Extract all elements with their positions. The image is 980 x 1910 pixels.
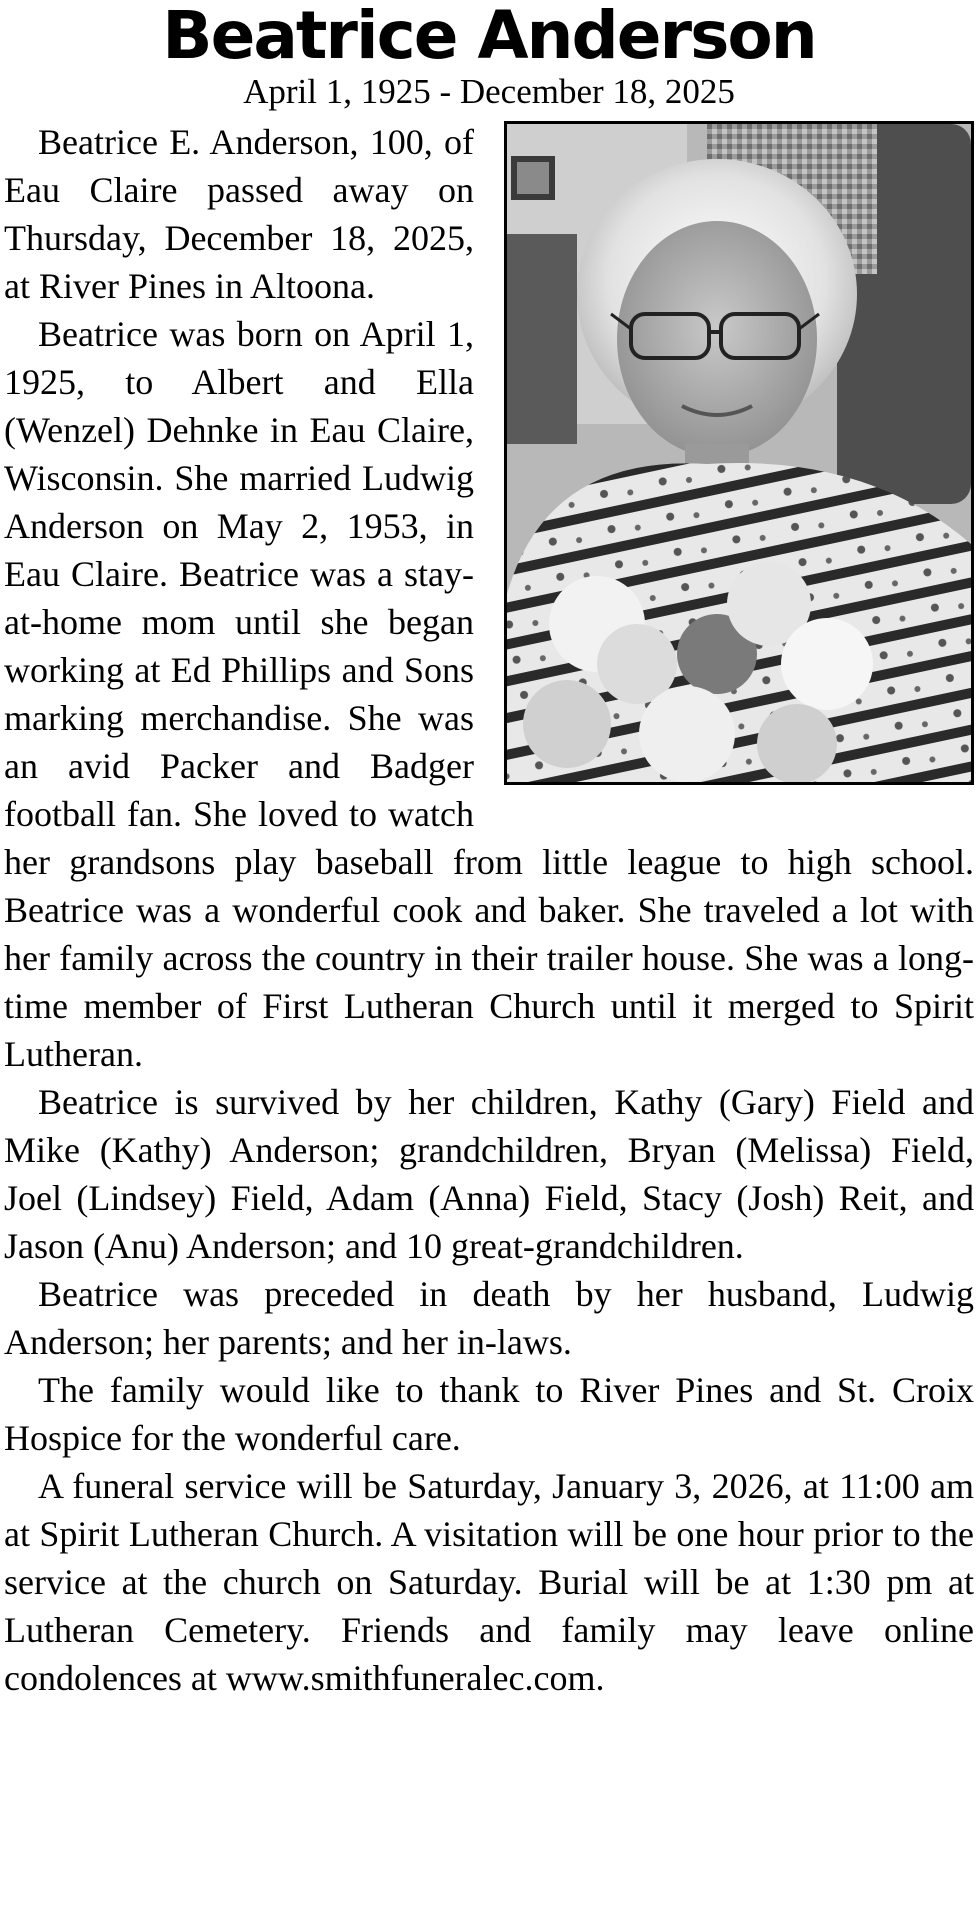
life-dates: April 1, 1925 - December 18, 2025 [243,72,735,111]
portrait-photo [504,121,974,785]
paragraph-6: A funeral service will be Saturday, January 3, 2026, at 11:00 am at Spirit Lutheran Church. A visitation will be one hour prior to the service at the church on Saturday. Burial will be at 1:30 pm at Lutheran Cemetery. Friends and family may leave online condolences at www.smithfuneralec.com. [4,1466,974,1698]
paragraph-2: Beatrice was born on April 1, 1925, to Albert and Ella (Wenzel) Dehnke in Eau Claire, Wisconsin. She married Ludwig Anderson on May 2, 1953, in Eau Claire. Beatrice was a stay-at-home mom until she began working at Ed Phillips and Sons marking merchandise. She was an avid Packer and Badger football fan. She loved to watch her grandsons play baseball from little league to high school. Beatrice was a wonderful cook and baker. She traveled a lot with her family across the country in their trailer house. She was a long-time member of First Lutheran Church until it merged to Spirit Lutheran. [4,314,974,1074]
paragraph-4: Beatrice was preceded in death by her husband, Ludwig Anderson; her parents; and her in-laws. [4,1274,974,1362]
paragraph-1: Beatrice E. Anderson, 100, of Eau Claire passed away on Thursday, December 18, 2025, at River Pines in Altoona. [4,122,474,306]
obituary-name: Beatrice Anderson [162,0,816,74]
paragraph-3: Beatrice is survived by her children, Kathy (Gary) Field and Mike (Kathy) Anderson; grandchildren, Bryan (Melissa) Field, Joel (Lindsey) Field, Adam (Anna) Field, Stacy (Josh) Reit, and Jason (Anu) Anderson; and 10 great-grandchildren. [4,1082,974,1266]
paragraph-5: The family would like to thank to River Pines and St. Croix Hospice for the wonderful care. [4,1370,974,1458]
portrait-illustration [507,124,971,782]
obituary-body [4,118,974,1702]
